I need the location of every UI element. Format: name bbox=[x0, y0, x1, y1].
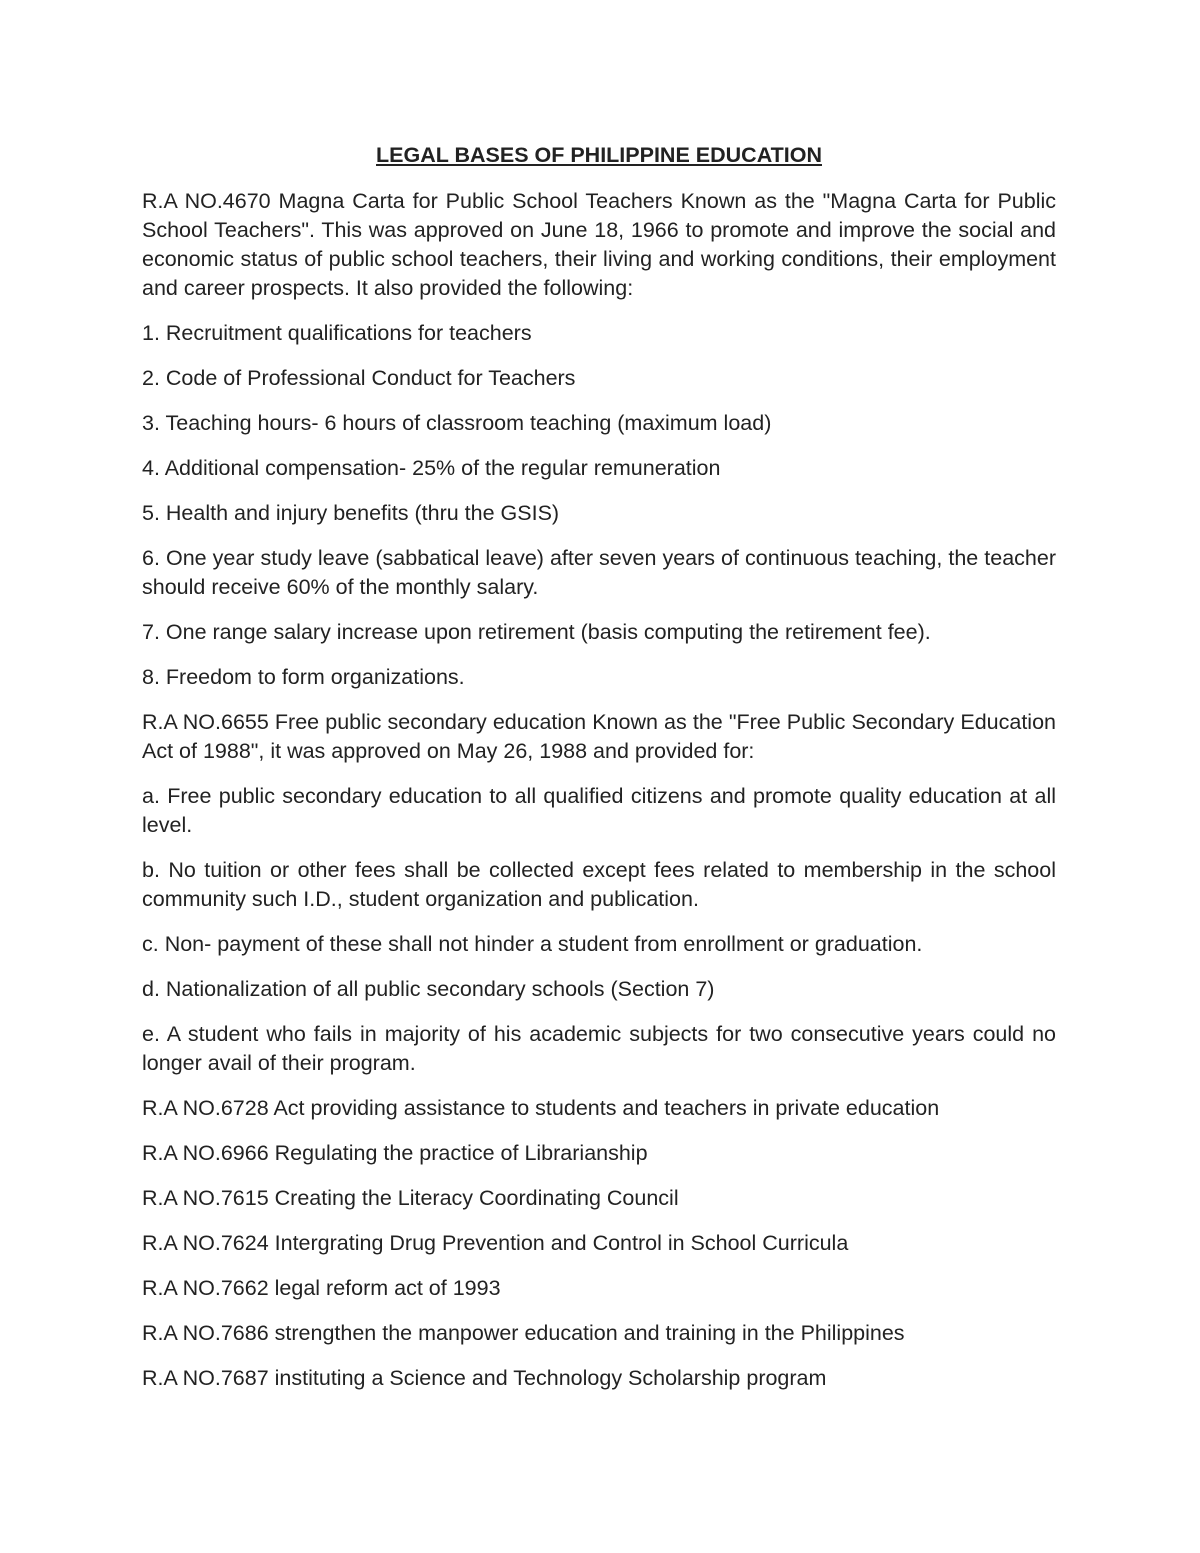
list-item: 8. Freedom to form organizations. bbox=[142, 665, 465, 689]
list-item: 6. One year study leave (sabbatical leave) after seven years of continuous teaching, the teacher should receive 60% of the monthly salary. bbox=[142, 546, 1056, 599]
list-item: b. No tuition or other fees shall be collected except fees related to membership in the school community such I.D., student organization and publication. bbox=[142, 858, 1056, 911]
list-item: d. Nationalization of all public secondary schools (Section 7) bbox=[142, 977, 715, 1001]
paragraph-ra-6728: R.A NO.6728 Act providing assistance to students and teachers in private education bbox=[142, 1096, 940, 1120]
list-item: a. Free public secondary education to all qualified citizens and promote quality education at all level. bbox=[142, 784, 1056, 837]
paragraph-ra-7662: R.A NO.7662 legal reform act of 1993 bbox=[142, 1276, 501, 1300]
document-title: LEGAL BASES OF PHILIPPINE EDUCATION bbox=[376, 143, 822, 167]
list-item: 5. Health and injury benefits (thru the GSIS) bbox=[142, 501, 560, 525]
list-item: 1. Recruitment qualifications for teachers bbox=[142, 321, 532, 345]
list-item: c. Non- payment of these shall not hinder a student from enrollment or graduation. bbox=[142, 932, 923, 956]
paragraph-ra-4670: R.A NO.4670 Magna Carta for Public School Teachers Known as the "Magna Carta for Public School Teachers". This was approved on June 18, 1966 to promote and improve the social and economic status of public school teachers, their living and working conditions, their employment and career prospects. It also provided the following: bbox=[142, 189, 1056, 300]
paragraph-ra-6655: R.A NO.6655 Free public secondary education Known as the "Free Public Secondary Education Act of 1988", it was approved on May 26, 1988 and provided for: bbox=[142, 710, 1056, 763]
paragraph-ra-6966: R.A NO.6966 Regulating the practice of Librarianship bbox=[142, 1141, 648, 1165]
list-item: e. A student who fails in majority of his academic subjects for two consecutive years could no longer avail of their program. bbox=[142, 1022, 1056, 1075]
paragraph-ra-7624: R.A NO.7624 Intergrating Drug Prevention and Control in School Curricula bbox=[142, 1231, 849, 1255]
list-item: 3. Teaching hours- 6 hours of classroom teaching (maximum load) bbox=[142, 411, 772, 435]
paragraph-ra-7615: R.A NO.7615 Creating the Literacy Coordinating Council bbox=[142, 1186, 679, 1210]
list-item: 7. One range salary increase upon retirement (basis computing the retirement fee). bbox=[142, 620, 931, 644]
paragraph-ra-7686: R.A NO.7686 strengthen the manpower education and training in the Philippines bbox=[142, 1321, 905, 1345]
list-item: 2. Code of Professional Conduct for Teachers bbox=[142, 366, 576, 390]
paragraph-ra-7687: R.A NO.7687 instituting a Science and Technology Scholarship program bbox=[142, 1366, 827, 1390]
document-page bbox=[142, 138, 1056, 1409]
list-item: 4. Additional compensation- 25% of the regular remuneration bbox=[142, 456, 721, 480]
